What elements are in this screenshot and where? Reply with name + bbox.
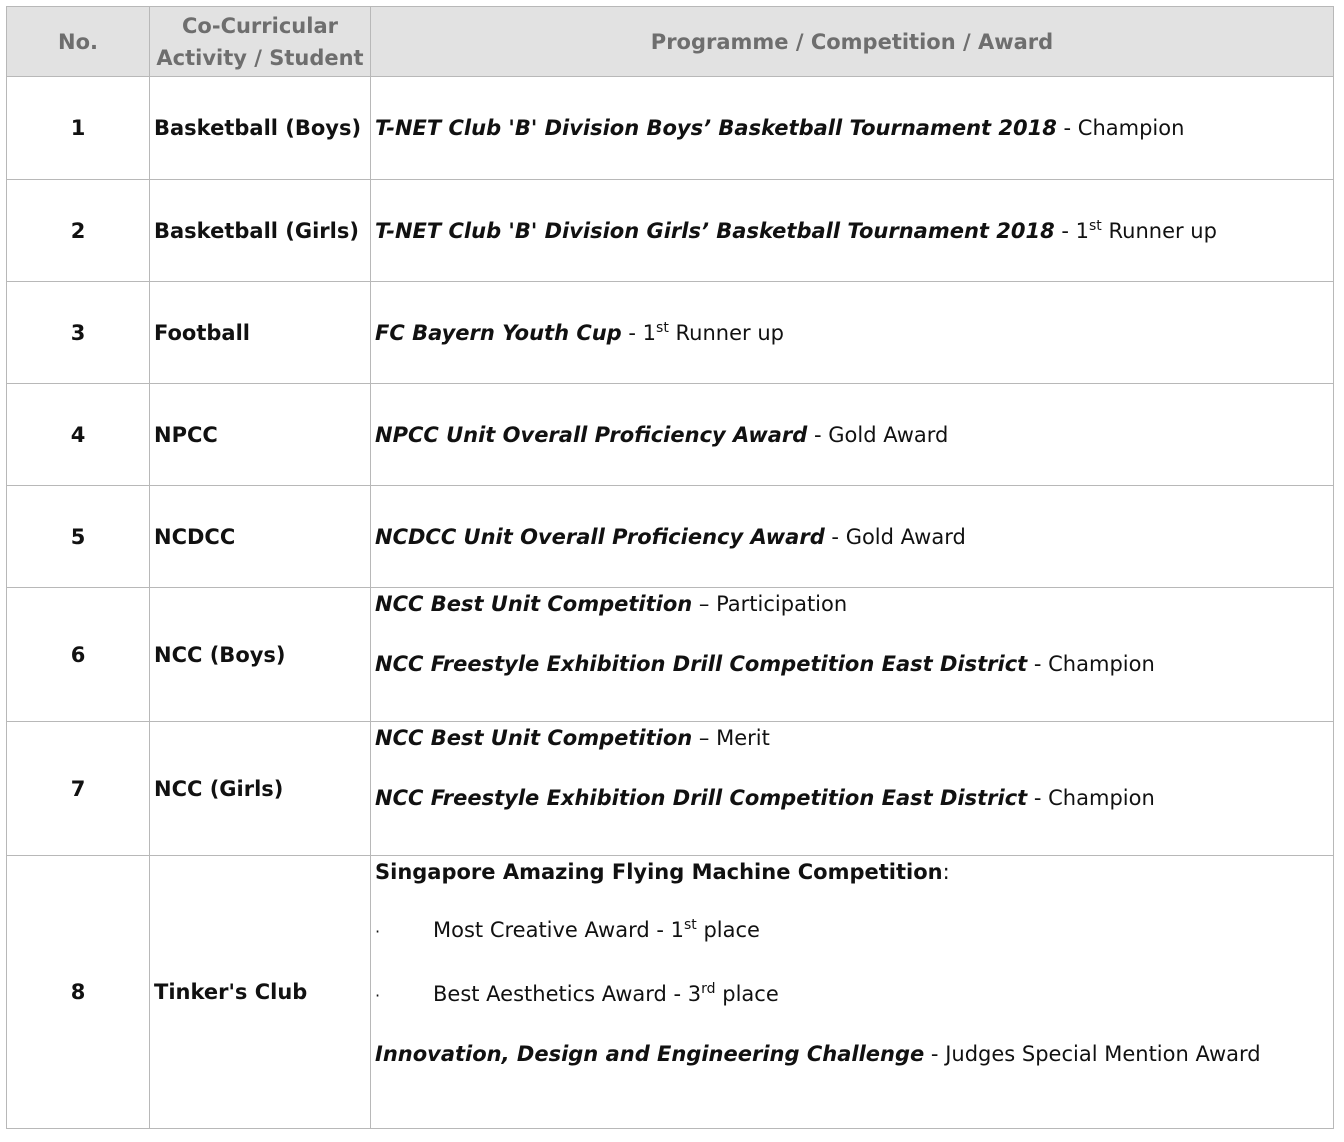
spacer <box>375 616 1329 652</box>
separator: – <box>692 592 717 616</box>
ordinal-suffix: rd <box>701 981 716 997</box>
spacer <box>375 750 1329 786</box>
programme-cell <box>371 282 1334 384</box>
header-activity: Co-Curricular Activity / Student <box>150 7 371 77</box>
row-number: 8 <box>7 856 150 1129</box>
activity-name: Basketball (Boys) <box>150 77 371 180</box>
header-programme: Programme / Competition / Award <box>371 7 1334 77</box>
spacer <box>375 1006 1329 1042</box>
award-result: Gold Award <box>828 422 949 447</box>
programme-title: T-NET Club 'B' Division Boys’ Basketball Tournament 2018 <box>375 116 1057 140</box>
spacer <box>375 942 1329 982</box>
row-number: 1 <box>7 77 150 180</box>
activity-name: Basketball (Girls) <box>150 180 371 282</box>
table-row <box>7 588 1334 722</box>
award-result: Judges Special Mention Award <box>945 1042 1261 1066</box>
programme-cell <box>371 722 1334 856</box>
table-row <box>7 77 1334 180</box>
table-row <box>7 384 1334 486</box>
separator: - <box>1027 652 1049 676</box>
table-row <box>7 180 1334 282</box>
programme-cell <box>371 486 1334 588</box>
award-text-rest: place <box>696 918 760 942</box>
activity-name: NCC (Girls) <box>150 722 371 856</box>
bullet-item <box>375 918 1329 942</box>
header-row <box>7 7 1334 77</box>
activity-name: NPCC <box>150 384 371 486</box>
award-text: Most Creative Award - 1 <box>433 918 684 942</box>
award-result: Gold Award <box>845 524 966 549</box>
award-result: Champion <box>1077 116 1185 140</box>
award-result: Participation <box>716 592 848 616</box>
separator: - <box>1056 116 1078 140</box>
programme-title: NCDCC Unit Overall Proficiency Award <box>375 524 825 549</box>
award-result: Champion <box>1048 652 1155 676</box>
programme-title: NCC Freestyle Exhibition Drill Competition East District <box>375 652 1028 676</box>
table-row <box>7 282 1334 384</box>
table-row <box>7 856 1334 1129</box>
programme-cell <box>371 77 1334 180</box>
activity-name: NCDCC <box>150 486 371 588</box>
ordinal-suffix: st <box>683 917 697 933</box>
award-result-rest: Runner up <box>668 320 784 345</box>
separator: - <box>924 1042 946 1066</box>
bullet-item <box>375 982 1329 1006</box>
heading-suffix: : <box>942 860 950 884</box>
activity-name: Football <box>150 282 371 384</box>
programme-entry <box>375 726 1329 750</box>
programme-entry <box>375 1042 1329 1066</box>
row-number: 2 <box>7 180 150 282</box>
programme-cell <box>371 588 1334 722</box>
row-number: 6 <box>7 588 150 722</box>
separator: - <box>621 320 643 345</box>
activity-name: Tinker's Club <box>150 856 371 1129</box>
bullet-icon: · <box>375 986 381 1005</box>
separator: - <box>807 422 829 447</box>
competition-heading <box>375 860 1329 884</box>
programme-title: NCC Best Unit Competition <box>375 592 693 616</box>
spacer <box>375 884 1329 918</box>
ordinal-suffix: st <box>1089 217 1102 234</box>
table-row <box>7 722 1334 856</box>
table-row <box>7 486 1334 588</box>
programme-cell <box>371 856 1334 1129</box>
award-result: Champion <box>1048 786 1155 810</box>
award-text-rest: place <box>715 982 779 1006</box>
header-no: No. <box>7 7 150 77</box>
award-result: 1 <box>1075 218 1090 243</box>
programme-title: T-NET Club 'B' Division Girls’ Basketball Tournament 2018 <box>375 218 1055 243</box>
row-number: 5 <box>7 486 150 588</box>
row-number: 7 <box>7 722 150 856</box>
row-number: 4 <box>7 384 150 486</box>
programme-entry <box>375 652 1329 676</box>
award-text: Best Aesthetics Award - 3 <box>433 982 702 1006</box>
programme-title: NCC Freestyle Exhibition Drill Competition East District <box>375 786 1028 810</box>
row-number: 3 <box>7 282 150 384</box>
programme-title: FC Bayern Youth Cup <box>375 320 622 345</box>
separator: - <box>1027 786 1049 810</box>
bullet-icon: · <box>375 922 381 941</box>
programme-entry <box>375 592 1329 616</box>
programme-title: Innovation, Design and Engineering Challenge <box>375 1042 925 1066</box>
separator: - <box>824 524 846 549</box>
programme-cell <box>371 180 1334 282</box>
separator: - <box>1054 218 1076 243</box>
award-result-rest: Runner up <box>1101 218 1217 243</box>
competition-title: Singapore Amazing Flying Machine Competition <box>375 860 943 884</box>
activity-name: NCC (Boys) <box>150 588 371 722</box>
award-result: 1 <box>642 320 657 345</box>
separator: – <box>692 726 717 750</box>
programme-title: NCC Best Unit Competition <box>375 726 693 750</box>
award-result: Merit <box>716 726 770 750</box>
programme-entry <box>375 786 1329 810</box>
programme-cell <box>371 384 1334 486</box>
ordinal-suffix: st <box>656 319 669 336</box>
awards-table <box>6 6 1334 1129</box>
programme-title: NPCC Unit Overall Proficiency Award <box>375 422 808 447</box>
